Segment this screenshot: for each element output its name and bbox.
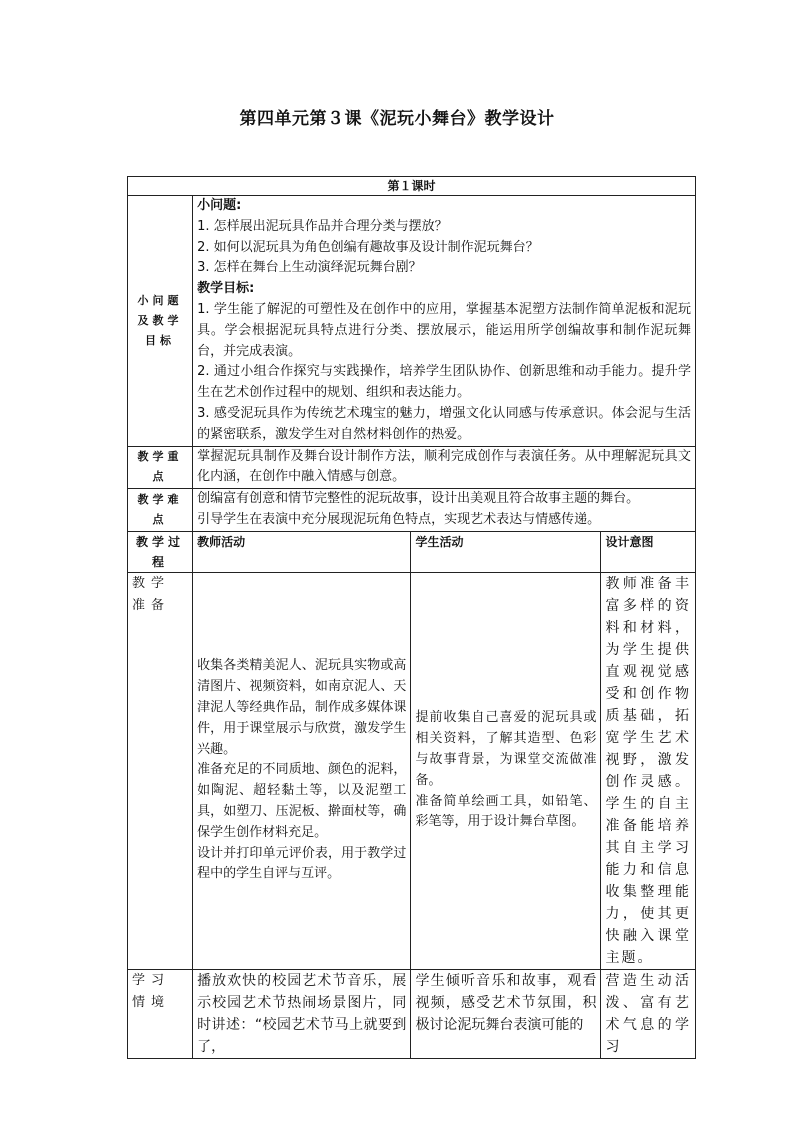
document-title: 第四单元第３课《泥玩小舞台》教学设计 (239, 109, 555, 129)
key-points-text: 掌握泥玩具制作及舞台设计制作方法，顺利完成创作与表演任务。从中理解泥玩具文化内涵，在创作中融入情感与创意。 (193, 446, 696, 489)
key-points-label: 教学重点 (128, 446, 193, 489)
process-label: 教学过程 (128, 531, 193, 572)
teacher-activity-header: 教师活动 (193, 531, 411, 572)
student-paragraph: 准备简单绘画工具，如铅笔、彩笔等，用于设计舞台草图。 (415, 793, 597, 830)
difficulties-label: 教学难点 (128, 489, 193, 532)
session-row (128, 177, 696, 196)
lesson-plan-table (127, 176, 696, 1059)
design-intent-header: 设计意图 (601, 531, 696, 572)
objectives-heading: 教学目标: (197, 281, 255, 297)
student-activity-header: 学生活动 (411, 531, 601, 572)
teacher-paragraph: 设计并打印单元评价表，用于教学过程中的学生自评与互评。 (197, 845, 407, 882)
difficulties-content (193, 489, 696, 532)
preparation-teacher (193, 572, 411, 969)
context-label: 学习情境 (128, 969, 193, 1058)
key-points-row (128, 446, 696, 489)
question-item: 2. 如何以泥玩具为角色创编有趣故事及设计制作泥玩舞台？ (197, 239, 539, 255)
question-item: 1. 怎样展出泥玩具作品并合理分类与摆放？ (197, 218, 448, 234)
goals-content (193, 196, 696, 447)
context-student: 学生倾听音乐和故事，观看视频，感受艺术节氛围，积极讨论泥玩舞台表演可能的 (411, 969, 601, 1058)
context-row (128, 969, 696, 1058)
preparation-row (128, 572, 696, 969)
preparation-label: 教学准备 (128, 572, 193, 969)
student-paragraph: 提前收集自己喜爱的泥玩具或相关资料，了解其造型、色彩与故事背景，为课堂交流做准备。 (415, 710, 597, 788)
objective-item: 3. 感受泥玩具作为传统艺术瑰宝的魅力，增强文化认同感与传承意识。体会泥与生活的紧密联系，激发学生对自然材料创作的热爱。 (197, 405, 691, 442)
difficulty-line: 引导学生在表演中充分展现泥玩角色特点，实现艺术表达与情感传递。 (197, 511, 601, 527)
teacher-paragraph: 准备充足的不同质地、颜色的泥料，如陶泥、超轻黏土等，以及泥塑工具，如塑刀、压泥板、擀面杖等，确保学生创作材料充足。 (197, 762, 407, 840)
session-label: 第１课时 (128, 177, 696, 196)
objective-item: 2. 通过小组合作探究与实践操作，培养学生团队协作、创新思维和动手能力。提升学生在艺术创作过程中的规划、组织和表达能力。 (197, 364, 691, 401)
context-intent: 营造生动活泼、富有艺术气息的学习 (601, 969, 696, 1058)
objective-item: 1. 学生能了解泥的可塑性及在创作中的应用，掌握基本泥塑方法制作简单泥板和泥玩具。学会根据泥玩具特点进行分类、摆放展示，能运用所学创编故事和制作泥玩舞台，并完成表演。 (197, 301, 691, 359)
teacher-paragraph: 收集各类精美泥人、泥玩具实物或高清图片、视频资料，如南京泥人、天津泥人等经典作品，制作成多媒体课件，用于课堂展示与欣赏，激发学生兴趣。 (197, 658, 407, 757)
goals-row (128, 196, 696, 447)
preparation-student (411, 572, 601, 969)
difficulty-line: 创编富有创意和情节完整性的泥玩故事，设计出美观且符合故事主题的舞台。 (197, 491, 640, 507)
context-teacher: 播放欢快的校园艺术节音乐，展示校园艺术节热闹场景图片，同时讲述：“校园艺术节马上就要到了， (193, 969, 411, 1058)
questions-heading: 小问题: (197, 198, 242, 213)
question-item: 3. 怎样在舞台上生动演绎泥玩舞台剧？ (197, 260, 422, 276)
difficulties-row (128, 489, 696, 532)
process-header-row (128, 531, 696, 572)
preparation-intent: 教师准备丰富多样的资料和材料，为学生提供直观视觉感受和创作物质基础，拓宽学生艺术视野，激发创作灵感。学生的自主准备能培养其自主学习能力和信息收集整理能力，使其更快融入课堂主题。 (601, 572, 696, 969)
goals-label: 小问题及教学目标 (128, 196, 193, 447)
